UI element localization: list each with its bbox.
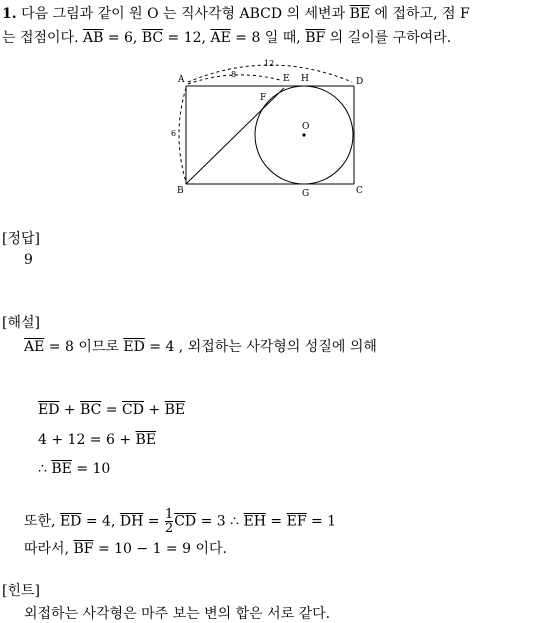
text: = [101,402,122,418]
text: = 8 이므로 [44,339,124,355]
text: = [143,513,164,530]
segment-eh: $\overline{EH}$ [243,513,266,530]
problem-text: 는 접점이다. [2,30,79,46]
point-h-label: H [301,74,309,84]
fraction-one-half [165,508,173,535]
text: = 4 , 외접하는 사각형의 성질에 의해 [144,339,377,355]
text: = 1 [306,513,337,530]
segment-ed: $\overline{ED}$ [38,402,60,418]
text: + [143,402,165,418]
point-d-label: D [356,77,364,87]
text: = 4, [81,513,120,530]
length-6-label: 6 [171,129,177,138]
fraction-denominator: 2 [164,521,174,536]
fraction-numerator: 1 [164,507,174,522]
segment-be: $\overline{BE}$ [349,6,371,22]
explanation-line-6 [24,538,227,558]
equation-2 [38,432,156,448]
text: + [59,402,81,418]
explanation-line-5 [24,508,336,535]
segment-bc: $\overline{BC}$ [141,30,164,46]
problem-line-2 [2,26,530,50]
segment-be: $\overline{BE}$ [135,432,157,448]
segment-be: $\overline{BE}$ [51,461,72,477]
point-g-label: G [302,189,310,199]
answer-label: [정답] [2,231,40,247]
text: = 10 [71,461,111,477]
problem-text: 에 접하고, 점 F [374,6,470,22]
segment-bf: $\overline{BF}$ [73,541,94,557]
segment-cd: $\overline{CD}$ [174,513,197,530]
point-o-label: O [302,122,310,132]
problem-number: 1. [2,6,17,22]
value-text: = 6, [103,30,142,46]
text: = 10 − 1 = 9 이다. [93,541,227,557]
point-b-label: B [177,186,184,196]
equation-1 [38,402,185,418]
problem-statement [2,2,530,50]
point-c-label: C [356,186,363,196]
geometry-figure [168,54,368,200]
point-e-label: E [283,74,290,84]
segment-ae: $\overline{AE}$ [24,339,45,355]
text: = 3 ∴ [196,513,244,530]
explanation-label: [해설] [2,315,40,331]
text: 4 + 12 = 6 + [38,432,136,448]
hint-text: 외접하는 사각형은 마주 보는 변의 합은 서로 같다. [24,606,331,622]
text: 따라서, [24,541,74,557]
center-o-dot [302,133,305,136]
text: ∴ [38,461,52,477]
length-12-label: 12 [264,59,275,68]
problem-line-1 [2,2,530,26]
segment-ef: $\overline{EF}$ [286,513,307,530]
point-f-label: F [260,93,267,103]
segment-bf: $\overline{BF}$ [305,30,326,46]
segment-ab: $\overline{AB}$ [82,30,104,46]
text: 또한, [24,513,60,530]
problem-text: 의 길이를 구하여라. [325,30,452,46]
segment-ed: $\overline{ED}$ [59,513,82,530]
text: = [265,513,287,530]
value-text: = 12, [163,30,211,46]
segment-ed: $\overline{ED}$ [123,339,145,355]
segment-ae: $\overline{AE}$ [210,30,231,46]
value-text: = 8 일 때, [230,30,306,46]
segment-cd: $\overline{CD}$ [122,402,144,418]
equation-3 [38,461,110,477]
explanation-line-1 [24,336,377,356]
segment-dh: $\overline{DH}$ [119,513,144,530]
hint-label: [힌트] [2,583,40,599]
segment-bc: $\overline{BC}$ [80,402,102,418]
arc-length-6 [179,88,186,182]
answer-value: 9 [24,252,33,268]
problem-text: 다음 그림과 같이 원 O 는 직사각형 ABCD 의 세변과 [21,6,346,22]
point-a-label: A [178,75,185,85]
length-8-label: 8 [231,70,237,79]
segment-be: $\overline{BE}$ [164,402,186,418]
